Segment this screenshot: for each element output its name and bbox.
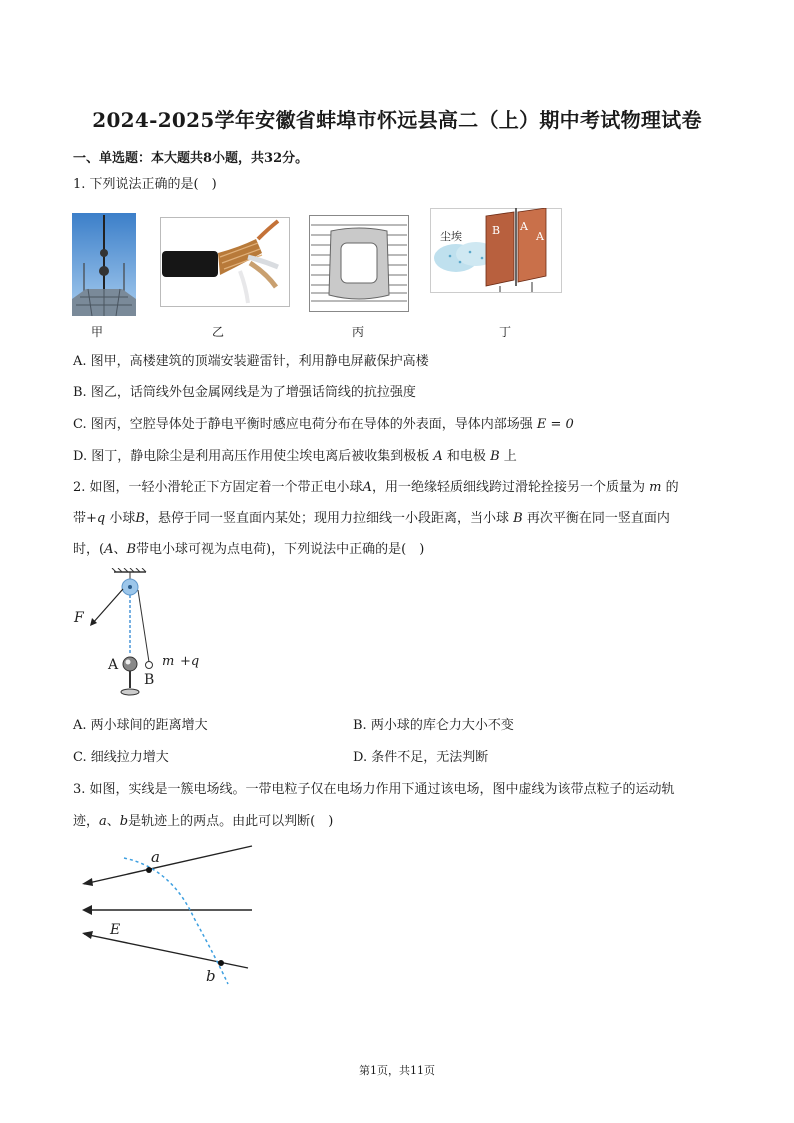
dust-label: 尘埃	[440, 230, 462, 243]
q2-stem-line3: 时，(A、B带电小球可视为点电荷)，下列说法中正确的是( )	[73, 542, 425, 557]
q1-image-tower	[72, 213, 136, 316]
q1-option-b: B. 图乙，话筒线外包金属网线是为了增强话筒线的抗拉强度	[73, 385, 416, 400]
q2-option-c: C. 细线拉力增大	[73, 750, 169, 765]
q3-stem-line2: 迹，a、b是轨迹上的两点。由此可以判断( )	[73, 814, 334, 829]
q2-option-a: A. 两小球间的距离增大	[73, 718, 208, 733]
q1-option-d: D. 图丁，静电除尘是利用高压作用使尘埃电离后被收集到极板 A 和电极 B 上	[73, 449, 517, 464]
q2-figure-pulley	[70, 568, 210, 703]
caption-bing: 丙	[351, 325, 364, 339]
electrode-b-label: B	[492, 224, 501, 237]
plate-a-label-2: A	[536, 230, 544, 243]
ball-a-label: A	[108, 657, 119, 673]
caption-jia: 甲	[90, 325, 103, 339]
q3-stem-line1: 3. 如图，实线是一簇电场线。一带电粒子仅在电场力作用下通过该电场，图中虚线为该带点粒子的运动轨	[73, 782, 675, 797]
q1-option-c: C. 图丙，空腔导体处于静电平衡时感应电荷分布在导体的外表面，导体内部场强 E = 0	[73, 417, 574, 432]
q2-option-b: B. 两小球的库仑力大小不变	[353, 718, 514, 733]
point-b-label: b	[206, 967, 216, 985]
q2-option-d: D. 条件不足，无法判断	[353, 750, 489, 765]
plate-a-label-1: A	[520, 220, 528, 233]
charge-q-label: +q	[180, 654, 200, 669]
ball-b-label: B	[144, 672, 155, 688]
q1-stem: 1. 下列说法正确的是( )	[73, 177, 217, 192]
q1-image-precipitator	[430, 208, 562, 293]
mass-m-label: m	[162, 654, 175, 669]
field-e-label: E	[110, 922, 121, 938]
caption-ding: 丁	[498, 325, 511, 339]
q3-figure-field-lines	[76, 838, 260, 988]
point-a-label: a	[151, 848, 160, 866]
q1-image-cable	[160, 217, 290, 307]
q2-stem-line1: 2. 如图，一轻小滑轮正下方固定着一个带正电小球A，用一绝缘轻质细线跨过滑轮拴接另一个质量为 m 的	[73, 480, 679, 495]
q2-stem-line2: 带+q 小球B，悬停于同一竖直面内某处；现用力拉细线一小段距离，当小球 B 再次平衡在同一竖直面内	[73, 511, 670, 526]
page-title: 2024-2025学年安徽省蚌埠市怀远县高二（上）期中考试物理试卷	[92, 108, 702, 132]
q1-option-a: A. 图甲，高楼建筑的顶端安装避雷针，利用静电屏蔽保护高楼	[73, 354, 429, 369]
section-heading: 一、单选题：本大题共8小题，共32分。	[73, 151, 309, 166]
caption-yi: 乙	[211, 325, 224, 339]
page-footer: 第1页，共11页	[359, 1064, 435, 1077]
force-f-label: F	[74, 610, 84, 626]
q1-image-cavity-conductor	[309, 215, 409, 312]
